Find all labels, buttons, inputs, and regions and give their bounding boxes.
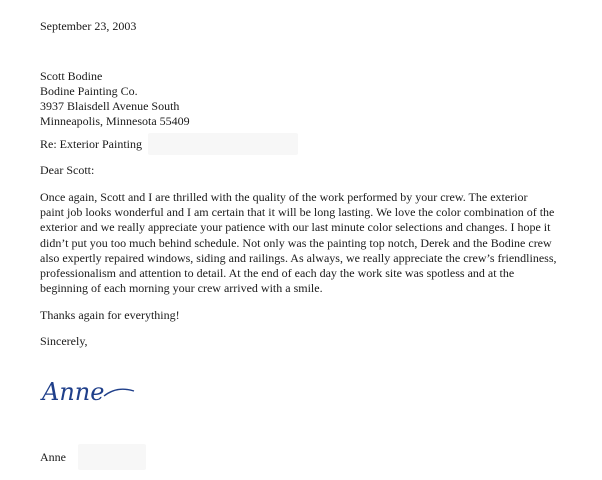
salutation: Dear Scott: [40,163,95,177]
body-line: professionalism and attention to detail. At the end of each day the work site was spotless and at the [40,266,515,281]
recipient-city: Minneapolis, Minnesota 55409 [40,114,190,128]
letter-date: September 23, 2003 [40,19,137,33]
subject-line: Re: Exterior Painting [40,137,142,151]
body-line: paint job looks wonderful and I am certain that it will be long lasting. We love the color combination of the [40,205,555,220]
handwritten-signature [40,376,140,410]
letter-body [40,190,580,296]
signature-flourish [104,389,134,396]
body-line: exterior and we really appreciate your patience with our last minute color selections and changes. I hope it [40,220,551,235]
recipient-company: Bodine Painting Co. [40,84,138,98]
body-line: also expertly repaired windows, siding and railings. As always, we really appreciate the crew’s friendliness, [40,250,557,265]
thanks-line: Thanks again for everything! [40,308,180,322]
body-line: Once again, Scott and I are thrilled with the quality of the work performed by your crew. The exterior [40,190,528,204]
body-line: beginning of each morning your crew arrived with a smile. [40,281,323,296]
letter [40,0,600,480]
redaction-subject [148,133,298,155]
recipient-street: 3937 Blaisdell Avenue South [40,99,180,113]
closing-line: Sincerely, [40,334,88,348]
signature-text: Anne [42,378,105,406]
body-line: didn’t put you too much behind schedule. Not only was the painting top notch, Derek and the Bodine crew [40,235,552,250]
recipient-name: Scott Bodine [40,69,103,83]
redaction-signer-surname [78,444,146,470]
signer-name: Anne [40,450,66,464]
